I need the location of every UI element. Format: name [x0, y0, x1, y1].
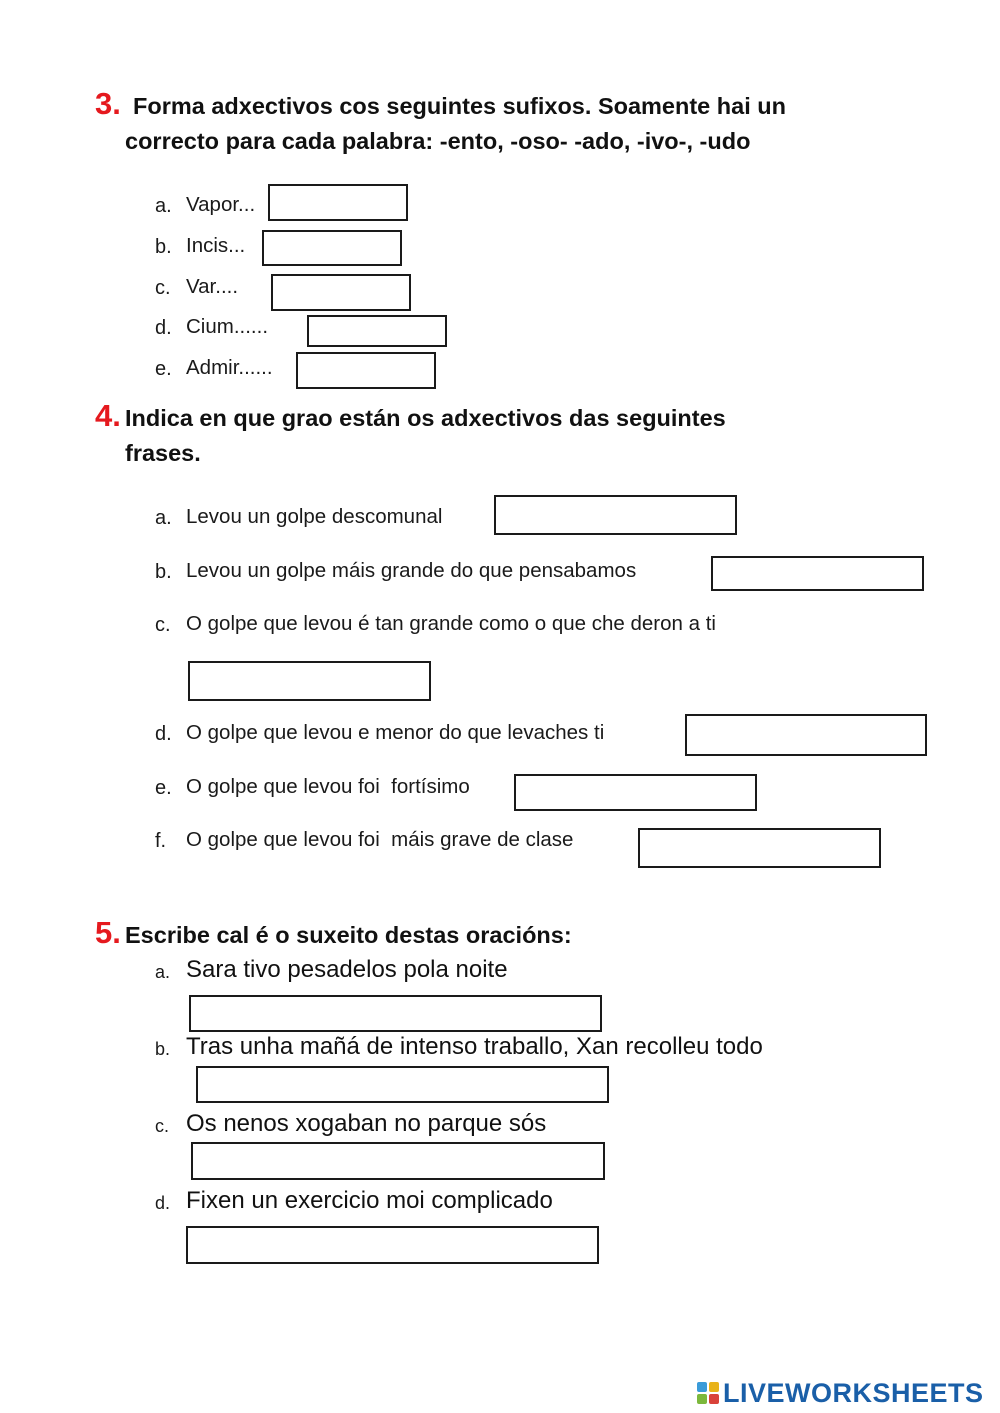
item-marker: e.: [155, 777, 172, 799]
item-label: Admir......: [186, 356, 273, 379]
answer-input-3c[interactable]: [271, 274, 411, 311]
section-5-number: 5.: [95, 915, 121, 950]
answer-input-4b[interactable]: [711, 556, 924, 591]
answer-input-4c[interactable]: [188, 661, 431, 701]
item-marker: a.: [155, 195, 172, 217]
answer-input-4a[interactable]: [494, 495, 737, 535]
item-marker: c.: [155, 277, 171, 299]
liveworksheets-logo-text: LIVEWORKSHEETS: [723, 1377, 984, 1408]
item-label: Fixen un exercicio moi complicado: [186, 1187, 553, 1214]
section-4-title-line2: frases.: [125, 440, 201, 466]
liveworksheets-logo: [697, 1379, 984, 1407]
answer-input-3b[interactable]: [262, 230, 402, 266]
item-label: Tras unha mañá de intenso traballo, Xan recolleu todo: [186, 1033, 763, 1060]
liveworksheets-logo-icon: [697, 1382, 719, 1404]
item-marker: d.: [155, 723, 172, 745]
item-marker: a.: [155, 507, 172, 529]
answer-input-3a[interactable]: [268, 184, 408, 221]
answer-input-5a[interactable]: [189, 995, 602, 1032]
item-marker: b.: [155, 561, 172, 583]
section-3-title-line2: correcto para cada palabra: -ento, -oso- -ado, -ivo-, -udo: [125, 128, 751, 154]
item-label: Vapor...: [186, 193, 256, 216]
item-marker: b.: [155, 236, 172, 258]
item-marker: b.: [155, 1039, 171, 1059]
item-label: Cium......: [186, 315, 269, 338]
item-label: O golpe que levou foi máis grave de clase: [186, 828, 574, 851]
item-marker: c.: [155, 1116, 170, 1136]
answer-input-3e[interactable]: [296, 352, 436, 389]
item-marker: c.: [155, 614, 171, 636]
answer-input-5b[interactable]: [196, 1066, 609, 1103]
section-3-title-line1: Forma adxectivos cos seguintes sufixos. Soamente hai un: [133, 93, 786, 119]
section-4-number: 4.: [95, 398, 121, 433]
section-5-title: Escribe cal é o suxeito destas oracións:: [125, 922, 572, 948]
item-marker: f.: [155, 830, 167, 852]
item-label: O golpe que levou e menor do que levaches ti: [186, 721, 605, 744]
item-marker: d.: [155, 1193, 171, 1213]
answer-input-4f[interactable]: [638, 828, 881, 868]
answer-input-5d[interactable]: [186, 1226, 599, 1264]
item-label: Incis...: [186, 234, 246, 257]
item-marker: a.: [155, 962, 171, 982]
item-label: Levou un golpe máis grande do que pensabamos: [186, 559, 637, 582]
answer-input-5c[interactable]: [191, 1142, 605, 1180]
section-3-number: 3.: [95, 86, 121, 121]
item-marker: e.: [155, 358, 172, 380]
item-marker: d.: [155, 317, 172, 339]
answer-input-4e[interactable]: [514, 774, 757, 811]
answer-input-4d[interactable]: [685, 714, 927, 756]
section-4-title-line1: Indica en que grao están os adxectivos das seguintes: [125, 405, 726, 431]
item-label: Levou un golpe descomunal: [186, 505, 443, 528]
item-label: O golpe que levou foi fortísimo: [186, 775, 470, 798]
item-label: O golpe que levou é tan grande como o que che deron a ti: [186, 612, 716, 635]
item-label: Sara tivo pesadelos pola noite: [186, 956, 508, 983]
item-label: Os nenos xogaban no parque sós: [186, 1110, 547, 1137]
item-label: Var....: [186, 275, 239, 298]
answer-input-3d[interactable]: [307, 315, 447, 347]
